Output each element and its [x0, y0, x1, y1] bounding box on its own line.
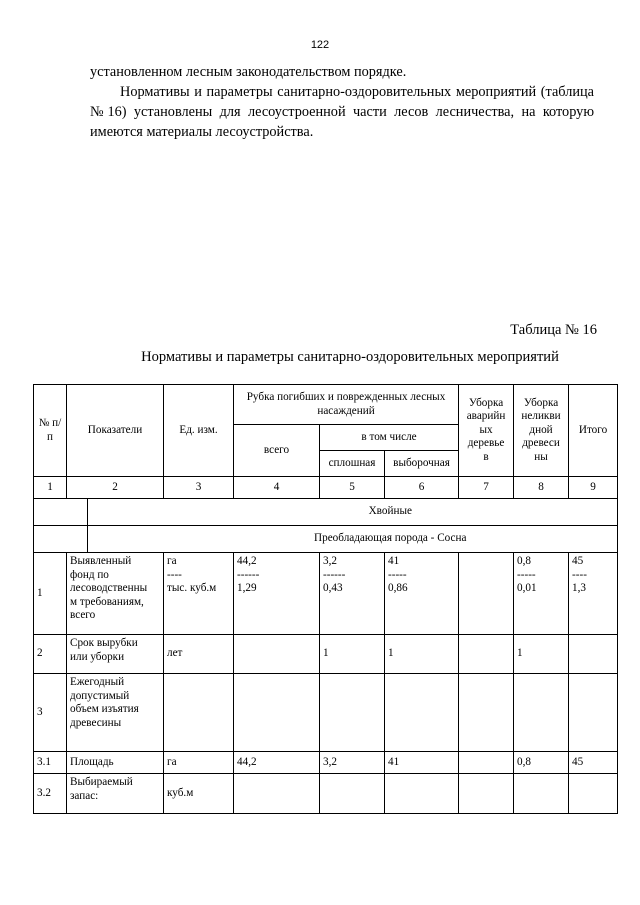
illiquid-value: 0,8 — [517, 755, 532, 768]
header-illiquid-line-2: неликви — [521, 410, 561, 423]
row-emergency-cell — [459, 553, 514, 635]
row-num-cell: 3 — [34, 674, 67, 752]
total-value: ------ — [237, 568, 260, 581]
clear-value: 1 — [323, 647, 329, 660]
total-value: 44,2 — [237, 755, 257, 768]
row-unit-cell — [164, 553, 234, 635]
row-clear-cell — [320, 774, 385, 814]
row-illiquid-cell — [514, 553, 569, 635]
row-total-cell — [234, 674, 320, 752]
header-emergency — [459, 385, 514, 477]
unit-value: куб.м — [167, 786, 194, 799]
illiquid-value: 1 — [517, 647, 523, 660]
row-clear-cell — [320, 553, 385, 635]
unit-value: тыс. куб.м — [167, 582, 217, 594]
indicator-line: фонд по — [70, 568, 109, 581]
row-illiquid-cell — [514, 635, 569, 674]
header-itogo: Итого — [569, 385, 618, 477]
indicator-line: допустимый — [70, 689, 130, 702]
row-selective-cell — [385, 774, 459, 814]
table-row — [34, 774, 618, 814]
section-group: Хвойные — [164, 499, 618, 526]
indicator-line: объем изъятия — [70, 703, 139, 715]
row-illiquid-cell — [514, 774, 569, 814]
illiquid-value: ----- — [517, 568, 536, 581]
header-clear: сплошная — [320, 451, 385, 477]
row-total-cell — [234, 752, 320, 774]
row-emergency-cell — [459, 774, 514, 814]
paragraph-2: Нормативы и параметры санитарно-оздоровительных мероприятий (таблица №16) установлены для лесоустроенной части лесов лесничества, на которую имеются материалы лесоустройства. — [90, 84, 594, 140]
section-indent-cell — [34, 499, 164, 526]
indicator-line: запас: — [70, 789, 99, 802]
col-number-2: 2 — [67, 477, 164, 499]
row-itogo-cell — [569, 553, 618, 635]
col-number-6: 6 — [385, 477, 459, 499]
row-itogo-cell — [569, 635, 618, 674]
header-emergency-line-1: Уборка — [468, 396, 504, 409]
row-selective-cell — [385, 752, 459, 774]
header-including: в том числе — [320, 425, 459, 451]
row-num-cell: 1 — [34, 553, 67, 635]
header-felling: Рубка погибших и поврежденных лесных насаждений — [234, 385, 459, 425]
header-illiquid-line-1: Уборка — [523, 396, 559, 409]
itogo-value: ---- — [572, 568, 587, 581]
row-indicator-cell — [67, 674, 164, 752]
row-unit-cell — [164, 752, 234, 774]
row-selective-cell — [385, 674, 459, 752]
header-selective: выборочная — [385, 451, 459, 477]
header-emergency-line-4: деревье — [467, 437, 505, 450]
row-unit-cell — [164, 774, 234, 814]
clear-value: 3,2 — [323, 755, 337, 768]
col-number-5: 5 — [320, 477, 385, 499]
table-row — [34, 635, 618, 674]
selective-value: ----- — [388, 568, 407, 581]
indicator-line: лесоводственны — [70, 582, 148, 594]
header-emergency-line-2: аварийн — [466, 410, 506, 423]
header-total: всего — [234, 425, 320, 477]
itogo-value: 1,3 — [572, 582, 587, 594]
row-clear-cell — [320, 752, 385, 774]
row-unit-cell — [164, 674, 234, 752]
header-illiquid-line-3: дной — [529, 423, 553, 436]
header-emergency-line-3: ых — [479, 423, 493, 436]
unit-value: га — [167, 755, 177, 768]
indicator-line: или уборки — [70, 650, 125, 663]
row-illiquid-cell — [514, 674, 569, 752]
col-number-9: 9 — [569, 477, 618, 499]
unit-value: га — [167, 555, 177, 567]
row-total-cell — [234, 635, 320, 674]
table-row — [34, 553, 618, 635]
row-total-cell — [234, 553, 320, 635]
clear-value: 0,43 — [323, 582, 343, 594]
illiquid-value: 0,8 — [517, 555, 532, 567]
table-row — [34, 674, 618, 752]
row-num-cell: 3.1 — [34, 752, 67, 774]
row-indicator-cell — [67, 752, 164, 774]
selective-value: 41 — [388, 755, 400, 768]
indicator-line: Площадь — [70, 755, 114, 768]
unit-value: лет — [167, 647, 183, 660]
header-illiquid-line-5: ны — [534, 450, 548, 463]
row-total-cell — [234, 774, 320, 814]
header-illiquid-line-4: древеси — [522, 437, 560, 450]
col-number-1: 1 — [34, 477, 67, 499]
col-number-4: 4 — [234, 477, 320, 499]
row-indicator-cell — [67, 635, 164, 674]
row-itogo-cell — [569, 674, 618, 752]
total-value: 44,2 — [237, 555, 257, 567]
col-number-7: 7 — [459, 477, 514, 499]
section-species: Преобладающая порода - Сосна — [164, 526, 618, 553]
row-unit-cell — [164, 635, 234, 674]
header-indicators: Показатели — [67, 385, 164, 477]
header-unit: Ед. изм. — [164, 385, 234, 477]
selective-value: 1 — [388, 647, 394, 660]
selective-value: 0,86 — [388, 582, 408, 594]
indicator-line: Выбираемый — [70, 776, 133, 788]
row-num-cell: 2 — [34, 635, 67, 674]
selective-value: 41 — [388, 555, 400, 567]
page-number: 122 — [310, 39, 330, 51]
row-emergency-cell — [459, 752, 514, 774]
row-clear-cell — [320, 674, 385, 752]
clear-value: 3,2 — [323, 555, 337, 567]
row-indicator-cell — [67, 774, 164, 814]
row-selective-cell — [385, 553, 459, 635]
section-indent-cell-2 — [34, 526, 164, 553]
header-emergency-line-5: в — [483, 450, 489, 463]
clear-value: ------ — [323, 568, 346, 581]
table-title: Нормативы и параметры санитарно-оздоровительных мероприятий — [141, 349, 559, 365]
indicator-line: всего — [70, 609, 96, 621]
row-itogo-cell — [569, 774, 618, 814]
table-row — [34, 752, 618, 774]
illiquid-value: 0,01 — [517, 582, 537, 594]
unit-value: ---- — [167, 568, 182, 581]
row-illiquid-cell — [514, 752, 569, 774]
row-itogo-cell — [569, 752, 618, 774]
row-clear-cell — [320, 635, 385, 674]
indicator-line: древесины — [70, 716, 122, 729]
header-num: № п/п — [34, 385, 67, 477]
header-illiquid — [514, 385, 569, 477]
indicator-line: Срок вырубки — [70, 637, 138, 649]
itogo-value: 45 — [572, 755, 584, 768]
indicator-line: Ежегодный — [70, 676, 125, 688]
col-number-3: 3 — [164, 477, 234, 499]
row-emergency-cell — [459, 674, 514, 752]
itogo-value: 45 — [572, 555, 584, 567]
sanitary-measures-table — [33, 384, 618, 814]
col-number-8: 8 — [514, 477, 569, 499]
row-num-cell: 3.2 — [34, 774, 67, 814]
indicator-line: м требованиям, — [70, 595, 144, 608]
total-value: 1,29 — [237, 582, 257, 594]
table-caption: Таблица № 16 — [510, 322, 597, 338]
row-emergency-cell — [459, 635, 514, 674]
paragraph-1: установленном лесным законодательством порядке. — [90, 64, 407, 80]
indicator-line: Выявленный — [70, 555, 132, 567]
row-selective-cell — [385, 635, 459, 674]
row-indicator-cell — [67, 553, 164, 635]
